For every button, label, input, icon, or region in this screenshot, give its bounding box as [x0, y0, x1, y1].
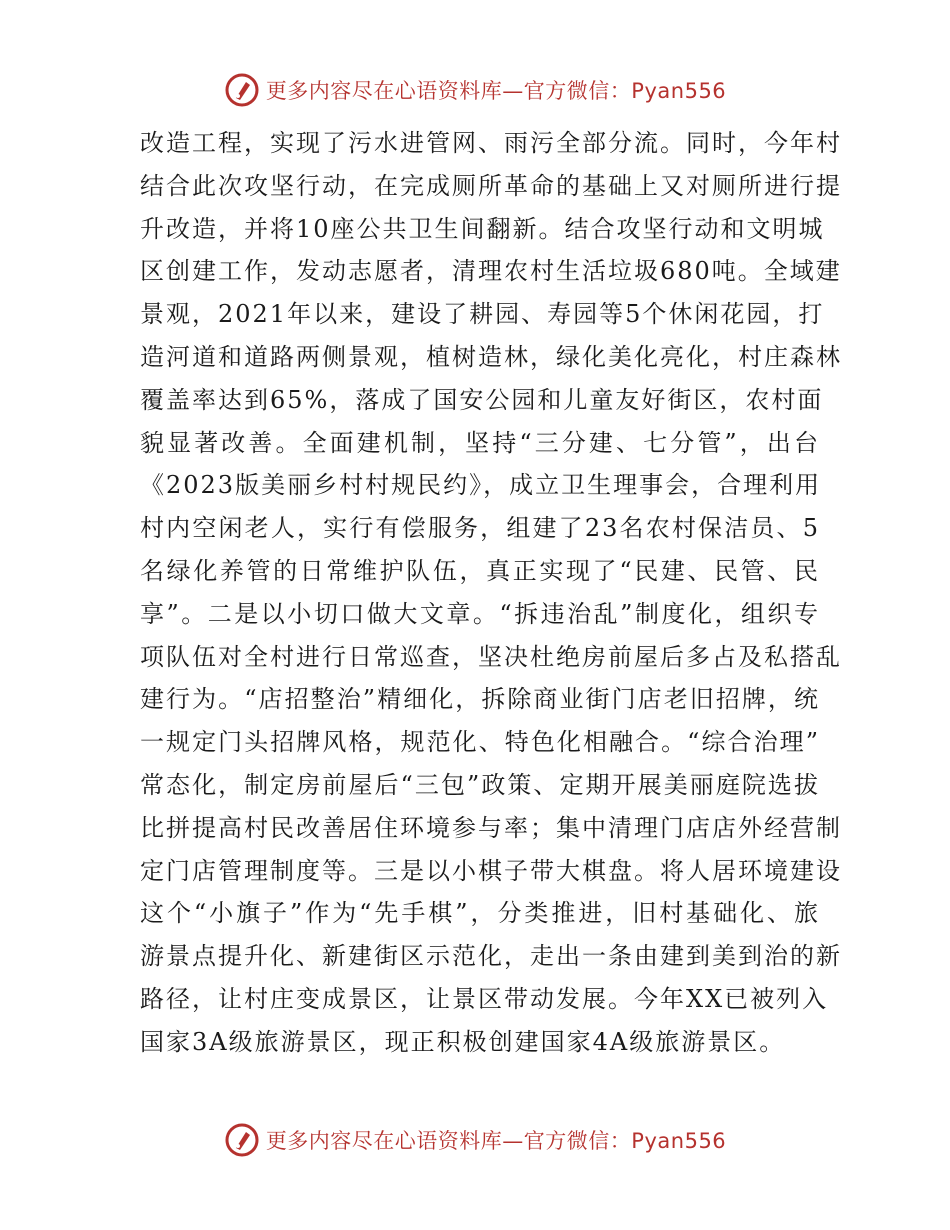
text-line: 区创建工作，发动志愿者，清理农村生活垃圾680吨。全域建 — [140, 257, 842, 286]
text-line: 游景点提升化、新建街区示范化，走出一条由建到美到治的新 — [140, 942, 842, 971]
text-line-last: 国家3A级旅游景区，现正积极创建国家4A级旅游景区。 — [140, 1027, 786, 1056]
text-line: 结合此次攻坚行动，在完成厕所革命的基础上又对厕所进行提 — [140, 171, 842, 200]
text-line: 改造工程，实现了污水进管网、雨污全部分流。同时，今年村 — [140, 129, 842, 157]
text-line: 这个“小旗子”作为“先手棋”，分类推进，旧村基础化、旅 — [140, 899, 820, 928]
footer-banner-text: 更多内容尽在心语资料库—官方微信：Pyan556 — [265, 1129, 727, 1153]
text-line: 项队伍对全村进行日常巡查，坚决杜绝房前屋后多占及私搭乱 — [140, 642, 842, 671]
text-line: 定门店管理制度等。三是以小棋子带大棋盘。将人居环境建设 — [140, 856, 842, 885]
document-body — [140, 122, 842, 1064]
text-line: 覆盖率达到65%，落成了国安公园和儿童友好街区，农村面 — [140, 385, 824, 414]
header-banner-text: 更多内容尽在心语资料库—官方微信：Pyan556 — [265, 79, 727, 103]
text-line: 升改造，并将10座公共卫生间翻新。结合攻坚行动和文明城 — [140, 214, 825, 243]
text-line: 名绿化养管的日常维护队伍，真正实现了“民建、民管、民 — [140, 556, 820, 585]
text-line: 一规定门头招牌风格，规范化、特色化相融合。“综合治理” — [140, 728, 820, 757]
text-line: 貌显著改善。全面建机制，坚持“三分建、七分管”，出台 — [140, 428, 820, 457]
footer-banner — [0, 1120, 950, 1160]
header-banner — [0, 70, 950, 110]
text-line: 《2023版美丽乡村村规民约》，成立卫生理事会，合理利用 — [140, 471, 822, 500]
text-line: 村内空闲老人，实行有偿服务，组建了23名农村保洁员、5 — [140, 514, 820, 543]
text-line: 建行为。“店招整治”精细化，拆除商业街门店老旧招牌，统 — [140, 685, 820, 714]
pen-nib-logo-icon — [224, 1122, 260, 1158]
text-line: 景观，2021年以来，建设了耕园、寿园等5个休闲花园，打 — [140, 300, 825, 329]
pen-nib-logo-icon — [224, 72, 260, 108]
text-line: 比拼提高村民改善居住环境参与率；集中清理门店店外经营制 — [140, 813, 842, 842]
text-line: 路径，让村庄变成景区，让景区带动发展。今年XX已被列入 — [140, 984, 829, 1013]
text-line: 常态化，制定房前屋后“三包”政策、定期开展美丽庭院选拔 — [140, 770, 820, 799]
text-line: 享”。二是以小切口做大文章。“拆违治乱”制度化，组织专 — [140, 599, 820, 628]
text-line: 造河道和道路两侧景观，植树造林，绿化美化亮化，村庄森林 — [140, 342, 842, 371]
